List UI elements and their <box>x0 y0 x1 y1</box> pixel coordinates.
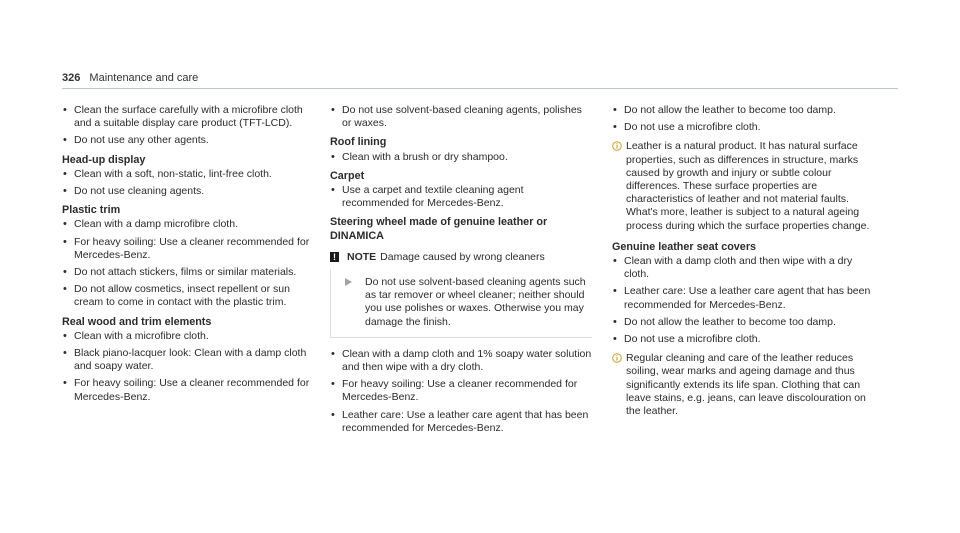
list-item: • Do not use a microfibre cloth. <box>612 121 874 134</box>
list-item: • Do not use solvent-based cleaning agents, polishes or waxes. <box>330 104 592 130</box>
page-number: 326 <box>62 72 81 84</box>
note-subtitle: Damage caused by wrong cleaners <box>380 250 545 263</box>
info-icon <box>612 353 622 363</box>
list-item: • Clean with a damp cloth and then wipe with a dry cloth. <box>612 255 874 281</box>
list-item: • Do not use any other agents. <box>62 134 310 147</box>
note-box <box>330 251 592 338</box>
note-title: NOTE <box>347 250 377 263</box>
list-item: • Do not allow the leather to become too damp. <box>612 104 874 117</box>
list-item: • For heavy soiling: Use a cleaner recommended for Mercedes-Benz. <box>62 236 310 262</box>
heading-plastic-trim: Plastic trim <box>62 204 121 217</box>
heading-real-wood: Real wood and trim elements <box>62 315 212 328</box>
column-3 <box>612 104 874 426</box>
carpet-list <box>330 184 592 210</box>
list-item: • Leather care: Use a leather care agent that has been recommended for Mercedes-Benz. <box>330 409 592 435</box>
list-item: • Do not use cleaning agents. <box>62 185 310 198</box>
info-regular-cleaning <box>612 352 874 418</box>
list-item: • Do not attach stickers, films or similar materials. <box>62 266 310 279</box>
plastic-list <box>62 218 310 309</box>
list-item: • Do not allow cosmetics, insect repellent or sun cream to come in contact with the plastic trim. <box>62 283 310 309</box>
column-1 <box>62 104 310 408</box>
header-divider <box>62 88 898 89</box>
seat-list <box>612 255 874 346</box>
list-item: • Leather care: Use a leather care agent that has been recommended for Mercedes-Benz. <box>612 285 874 311</box>
note-body <box>330 270 592 338</box>
section-title: Maintenance and care <box>89 72 199 84</box>
roof-list <box>330 151 592 164</box>
wood-list <box>62 330 310 404</box>
list-item: • Clean with a damp cloth and 1% soapy water solution and then wipe with a dry cloth. <box>330 348 592 374</box>
list-item: • Do not allow the leather to become too damp. <box>612 316 874 329</box>
head-up-list <box>62 168 310 198</box>
list-item: • Clean with a microfibre cloth. <box>62 330 310 343</box>
list-item: • Clean the surface carefully with a microfibre cloth and a suitable display care product (TFT-LCD). <box>62 104 310 130</box>
list-item: • For heavy soiling: Use a cleaner recommended for Mercedes-Benz. <box>62 377 310 403</box>
display-care-list <box>62 104 310 148</box>
info-leather-natural <box>612 140 874 232</box>
steering-list <box>330 348 592 435</box>
heading-carpet: Carpet <box>330 169 365 182</box>
arrow-right-icon <box>345 278 352 286</box>
list-item: • Black piano-lacquer look: Clean with a damp cloth and soapy water. <box>62 347 310 373</box>
info-icon <box>612 141 622 151</box>
info-text: Leather is a natural product. It has natural surface properties, such as differences in structure, marks caused by growth and injury or subtle colour differences. These surface properties are characteristics of leather and not material faults. What's more, leather is subject to a natural ageing process during which the surface properties change. <box>626 140 870 232</box>
list-item: • Clean with a damp microfibre cloth. <box>62 218 310 231</box>
list-item: • Clean with a brush or dry shampoo. <box>330 151 592 164</box>
heading-leather-seat-covers: Genuine leather seat covers <box>612 240 757 253</box>
note-text: Do not use solvent-based cleaning agents such as tar remover or wheel cleaner; neither should you use polishes or waxes. Otherwise you may damage the finish. <box>365 276 586 328</box>
list-item: • For heavy soiling: Use a cleaner recommended for Mercedes-Benz. <box>330 378 592 404</box>
leather-damp-list <box>612 104 874 134</box>
list-item: • Do not use a microfibre cloth. <box>612 333 874 346</box>
heading-head-up-display: Head-up display <box>62 153 146 166</box>
polish-list <box>330 104 592 130</box>
note-header <box>330 251 592 264</box>
list-item: • Use a carpet and textile cleaning agent recommended for Mercedes-Benz. <box>330 184 592 210</box>
column-2 <box>330 104 592 439</box>
warning-icon: ! <box>330 252 339 262</box>
page-header <box>62 72 198 84</box>
heading-steering-wheel: Steering wheel made of genuine leather or DINAMICA <box>330 216 548 242</box>
list-item: • Clean with a soft, non-static, lint-free cloth. <box>62 168 310 181</box>
heading-roof-lining: Roof lining <box>330 136 387 149</box>
info-text: Regular cleaning and care of the leather reduces soiling, wear marks and ageing damage and thus significantly extends its life span. Clothing that can leave stains, e.g. jeans, can leave discolouration on the leather. <box>626 352 866 418</box>
